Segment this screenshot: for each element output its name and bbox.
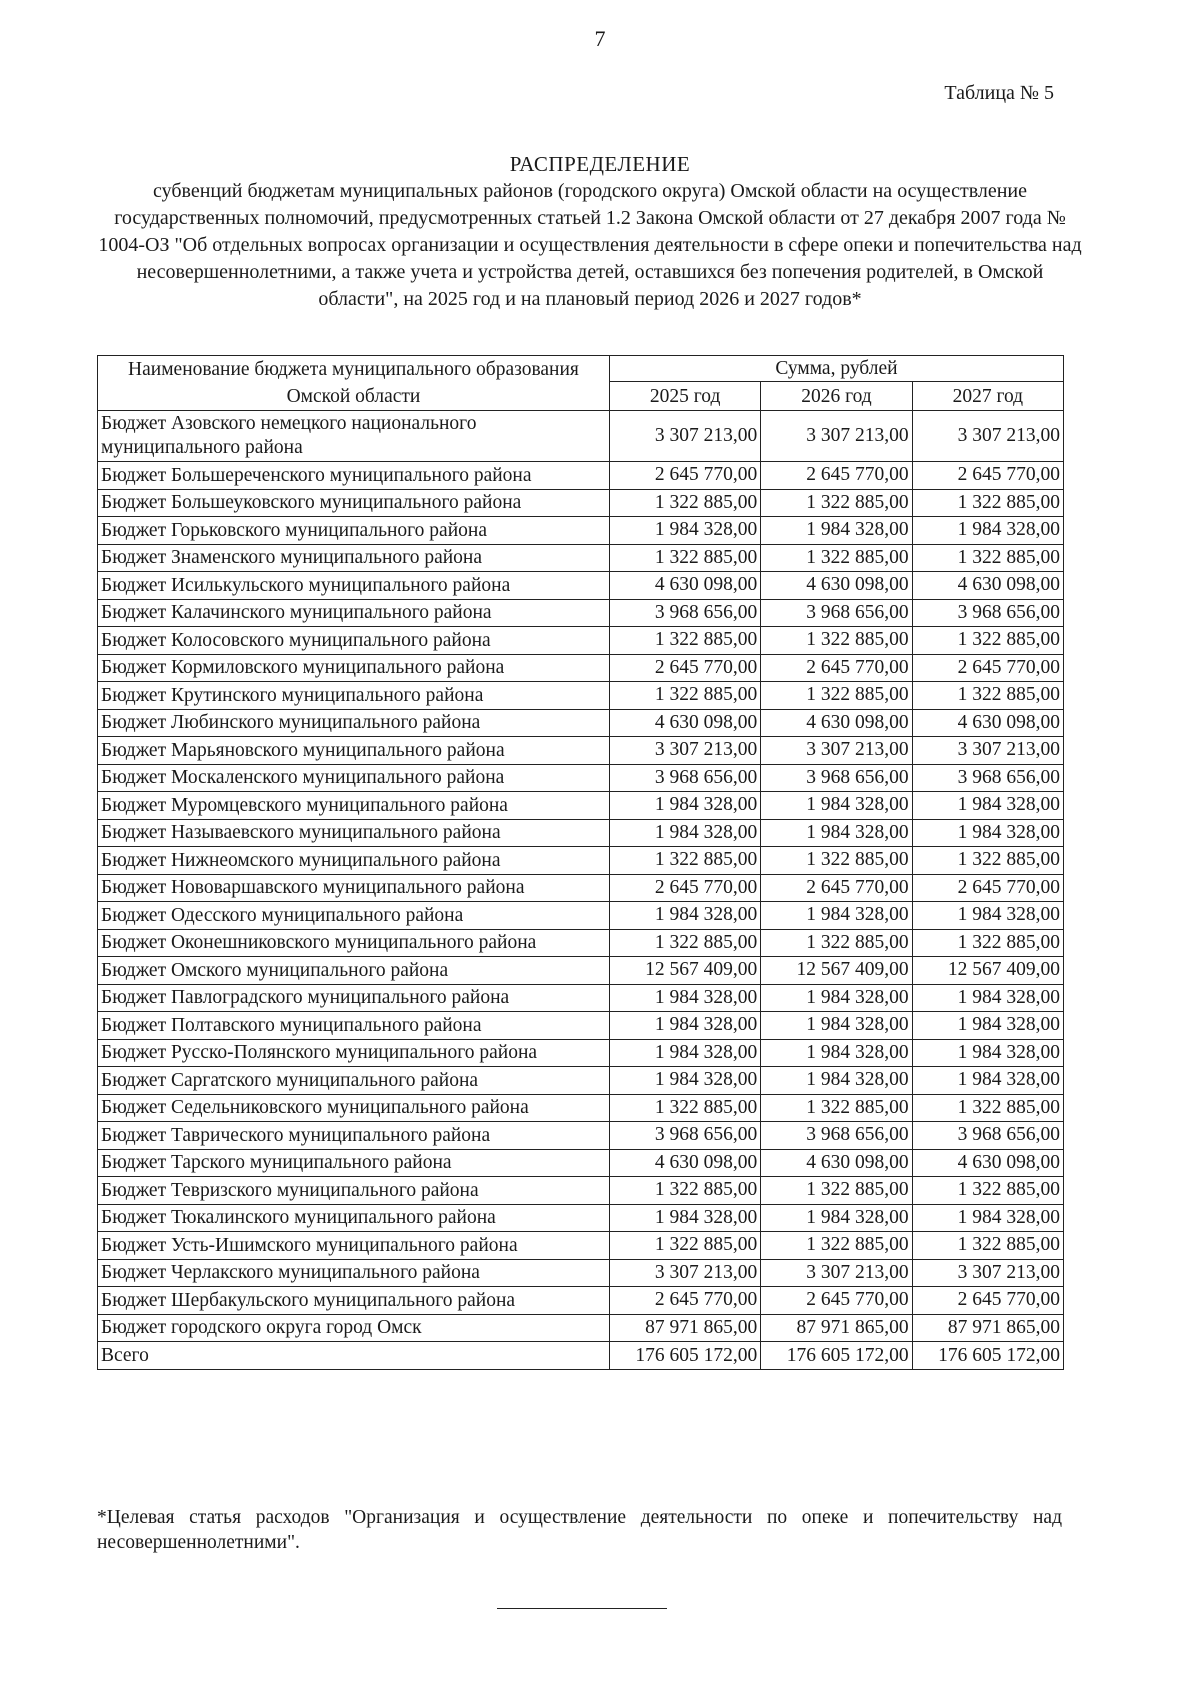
budget-name: Бюджет Знаменского муниципального района — [98, 544, 610, 572]
amount-2027: 1 322 885,00 — [912, 489, 1063, 517]
amount-2026: 1 322 885,00 — [761, 1094, 912, 1122]
budget-name: Бюджет Нижнеомского муниципального района — [98, 847, 610, 875]
amount-2027: 1 984 328,00 — [912, 984, 1063, 1012]
footnote: *Целевая статья расходов "Организация и осуществление деятельности по опеке и попечительству над несовершеннолетними". — [97, 1507, 1062, 1553]
amount-2025: 3 307 213,00 — [609, 411, 760, 462]
amount-2025: 1 984 328,00 — [609, 1039, 760, 1067]
amount-2025: 1 322 885,00 — [609, 489, 760, 517]
amount-2027: 2 645 770,00 — [912, 1287, 1063, 1315]
table-row — [98, 819, 1064, 847]
table-row — [98, 544, 1064, 572]
table-row — [98, 709, 1064, 737]
amount-2025: 2 645 770,00 — [609, 874, 760, 902]
amount-2025: 12 567 409,00 — [609, 957, 760, 985]
table-row — [98, 682, 1064, 710]
budget-name: Бюджет Горьковского муниципального района — [98, 517, 610, 545]
header-year-2027: 2027 год — [912, 382, 1063, 411]
budget-name: Бюджет Любинского муниципального района — [98, 709, 610, 737]
table-row — [98, 1287, 1064, 1315]
budget-name: Бюджет Нововаршавского муниципального района — [98, 874, 610, 902]
table-row — [98, 1122, 1064, 1150]
amount-2025: 1 322 885,00 — [609, 1177, 760, 1205]
budget-name: Бюджет Черлакского муниципального района — [98, 1259, 610, 1287]
amount-2027: 2 645 770,00 — [912, 874, 1063, 902]
amount-2026: 1 984 328,00 — [761, 1012, 912, 1040]
document-title: РАСПРЕДЕЛЕНИЕ — [509, 152, 691, 176]
budget-name: Бюджет Полтавского муниципального района — [98, 1012, 610, 1040]
budget-name: Бюджет Называевского муниципального района — [98, 819, 610, 847]
amount-2027: 1 984 328,00 — [912, 792, 1063, 820]
budget-name: Бюджет Колосовского муниципального района — [98, 627, 610, 655]
budget-name: Бюджет Азовского немецкого национального муниципального района — [98, 411, 610, 462]
amount-2025: 2 645 770,00 — [609, 1287, 760, 1315]
amount-2026: 1 984 328,00 — [761, 819, 912, 847]
amount-2026: 1 322 885,00 — [761, 929, 912, 957]
amount-2027: 2 645 770,00 — [912, 462, 1063, 490]
amount-2026: 1 984 328,00 — [761, 517, 912, 545]
header-year-2026: 2026 год — [761, 382, 912, 411]
amount-2027: 3 968 656,00 — [912, 599, 1063, 627]
table-body — [98, 411, 1064, 1370]
budget-name: Бюджет Большереченского муниципального района — [98, 462, 610, 490]
amount-2025: 1 984 328,00 — [609, 984, 760, 1012]
amount-2025: 3 307 213,00 — [609, 737, 760, 765]
amount-2027: 1 984 328,00 — [912, 1012, 1063, 1040]
budget-name: Бюджет Калачинского муниципального района — [98, 599, 610, 627]
table-row — [98, 462, 1064, 490]
amount-2025: 1 984 328,00 — [609, 792, 760, 820]
table-row — [98, 874, 1064, 902]
amount-2026: 1 322 885,00 — [761, 682, 912, 710]
amount-2026: 2 645 770,00 — [761, 874, 912, 902]
budget-name: Бюджет Усть-Ишимского муниципального района — [98, 1232, 610, 1260]
amount-2026: 1 984 328,00 — [761, 1204, 912, 1232]
table-row — [98, 1259, 1064, 1287]
amount-2027: 176 605 172,00 — [912, 1342, 1063, 1370]
amount-2026: 12 567 409,00 — [761, 957, 912, 985]
amount-2025: 3 968 656,00 — [609, 1122, 760, 1150]
amount-2025: 1 984 328,00 — [609, 1067, 760, 1095]
amount-2025: 1 984 328,00 — [609, 1204, 760, 1232]
table-row — [98, 1314, 1064, 1342]
amount-2027: 1 322 885,00 — [912, 1232, 1063, 1260]
header-sum: Сумма, рублей — [609, 356, 1063, 382]
budget-name: Бюджет Марьяновского муниципального района — [98, 737, 610, 765]
table-row — [98, 489, 1064, 517]
amount-2027: 1 984 328,00 — [912, 517, 1063, 545]
table-row — [98, 792, 1064, 820]
amount-2026: 1 984 328,00 — [761, 984, 912, 1012]
header-year-2025: 2025 год — [609, 382, 760, 411]
table-row — [98, 929, 1064, 957]
budget-name: Бюджет Большеуковского муниципального района — [98, 489, 610, 517]
amount-2027: 1 984 328,00 — [912, 1039, 1063, 1067]
amount-2026: 4 630 098,00 — [761, 572, 912, 600]
amount-2025: 87 971 865,00 — [609, 1314, 760, 1342]
amount-2027: 87 971 865,00 — [912, 1314, 1063, 1342]
amount-2025: 1 322 885,00 — [609, 627, 760, 655]
budget-name: Бюджет Павлоградского муниципального района — [98, 984, 610, 1012]
amount-2025: 176 605 172,00 — [609, 1342, 760, 1370]
amount-2027: 1 322 885,00 — [912, 847, 1063, 875]
table-row — [98, 1094, 1064, 1122]
budget-name: Бюджет Муромцевского муниципального района — [98, 792, 610, 820]
budget-name: Бюджет Седельниковского муниципального района — [98, 1094, 610, 1122]
amount-2025: 4 630 098,00 — [609, 709, 760, 737]
amount-2027: 1 984 328,00 — [912, 1067, 1063, 1095]
amount-2026: 2 645 770,00 — [761, 1287, 912, 1315]
amount-2025: 1 322 885,00 — [609, 544, 760, 572]
total-row — [98, 1342, 1064, 1370]
amount-2025: 2 645 770,00 — [609, 654, 760, 682]
amount-2026: 1 322 885,00 — [761, 1232, 912, 1260]
amount-2025: 1 322 885,00 — [609, 847, 760, 875]
table-row — [98, 902, 1064, 930]
amount-2027: 1 984 328,00 — [912, 902, 1063, 930]
budget-name: Бюджет Омского муниципального района — [98, 957, 610, 985]
amount-2025: 1 322 885,00 — [609, 682, 760, 710]
amount-2025: 1 984 328,00 — [609, 819, 760, 847]
amount-2025: 1 322 885,00 — [609, 1094, 760, 1122]
table-row — [98, 627, 1064, 655]
table-row — [98, 1039, 1064, 1067]
amount-2026: 1 322 885,00 — [761, 847, 912, 875]
amount-2026: 1 322 885,00 — [761, 489, 912, 517]
amount-2027: 2 645 770,00 — [912, 654, 1063, 682]
table-row — [98, 1067, 1064, 1095]
table-row — [98, 764, 1064, 792]
amount-2026: 1 322 885,00 — [761, 544, 912, 572]
amount-2027: 1 322 885,00 — [912, 627, 1063, 655]
budget-name: Бюджет Исилькульского муниципального района — [98, 572, 610, 600]
document-subtitle: субвенций бюджетам муниципальных районов (городского округа) Омской области на осуществление государственных полномочий, предусмотренных статьей 1.2 Закона Омской области от 27 декабря 2007 года № 1004-ОЗ "Об отдельных вопросах организации и осуществления деятельности в сфере опеки и попечительства над несовершеннолетними, а также учета и устройства детей, оставшихся без попечения родителей, в Омской области", на 2025 год и на плановый период 2026 и 2027 годов* — [98, 180, 1082, 310]
amount-2025: 1 984 328,00 — [609, 517, 760, 545]
amount-2026: 1 984 328,00 — [761, 1067, 912, 1095]
budget-name: Бюджет Москаленского муниципального района — [98, 764, 610, 792]
budget-name: Бюджет Оконешниковского муниципального района — [98, 929, 610, 957]
amount-2027: 1 322 885,00 — [912, 1177, 1063, 1205]
amount-2026: 2 645 770,00 — [761, 654, 912, 682]
amount-2027: 1 322 885,00 — [912, 682, 1063, 710]
amount-2025: 1 322 885,00 — [609, 929, 760, 957]
budget-name: Бюджет Саргатского муниципального района — [98, 1067, 610, 1095]
amount-2026: 4 630 098,00 — [761, 709, 912, 737]
table-row — [98, 984, 1064, 1012]
amount-2026: 3 307 213,00 — [761, 1259, 912, 1287]
budget-name: Бюджет Одесского муниципального района — [98, 902, 610, 930]
budget-name: Бюджет Тюкалинского муниципального района — [98, 1204, 610, 1232]
amount-2025: 2 645 770,00 — [609, 462, 760, 490]
amount-2025: 4 630 098,00 — [609, 572, 760, 600]
amount-2026: 1 322 885,00 — [761, 627, 912, 655]
budget-name: Бюджет Крутинского муниципального района — [98, 682, 610, 710]
table-row — [98, 1149, 1064, 1177]
amount-2025: 3 307 213,00 — [609, 1259, 760, 1287]
amount-2027: 3 307 213,00 — [912, 737, 1063, 765]
budget-name: Бюджет Русско-Полянского муниципального района — [98, 1039, 610, 1067]
budget-name: Бюджет Таврического муниципального района — [98, 1122, 610, 1150]
amount-2027: 1 984 328,00 — [912, 1204, 1063, 1232]
table-row — [98, 847, 1064, 875]
budget-name: Всего — [98, 1342, 610, 1370]
budget-name: Бюджет Тарского муниципального района — [98, 1149, 610, 1177]
footer-rule — [497, 1608, 667, 1609]
amount-2027: 4 630 098,00 — [912, 709, 1063, 737]
budget-name: Бюджет Тевризского муниципального района — [98, 1177, 610, 1205]
table-row — [98, 1177, 1064, 1205]
amount-2026: 1 322 885,00 — [761, 1177, 912, 1205]
distribution-table — [97, 355, 1064, 1370]
amount-2027: 3 968 656,00 — [912, 1122, 1063, 1150]
amount-2027: 3 307 213,00 — [912, 411, 1063, 462]
amount-2027: 3 307 213,00 — [912, 1259, 1063, 1287]
amount-2025: 1 984 328,00 — [609, 902, 760, 930]
amount-2025: 4 630 098,00 — [609, 1149, 760, 1177]
amount-2026: 1 984 328,00 — [761, 1039, 912, 1067]
amount-2027: 4 630 098,00 — [912, 1149, 1063, 1177]
table-row — [98, 1232, 1064, 1260]
amount-2027: 1 322 885,00 — [912, 929, 1063, 957]
amount-2026: 1 984 328,00 — [761, 902, 912, 930]
table-row — [98, 517, 1064, 545]
budget-name: Бюджет городского округа город Омск — [98, 1314, 610, 1342]
table-row — [98, 1204, 1064, 1232]
amount-2027: 3 968 656,00 — [912, 764, 1063, 792]
page-number: 7 — [594, 26, 606, 51]
table-row — [98, 654, 1064, 682]
amount-2027: 4 630 098,00 — [912, 572, 1063, 600]
table-row — [98, 411, 1064, 462]
amount-2026: 3 968 656,00 — [761, 1122, 912, 1150]
amount-2026: 2 645 770,00 — [761, 462, 912, 490]
table-label: Таблица № 5 — [944, 82, 1054, 104]
amount-2027: 1 984 328,00 — [912, 819, 1063, 847]
amount-2027: 1 322 885,00 — [912, 544, 1063, 572]
table-row — [98, 572, 1064, 600]
amount-2026: 176 605 172,00 — [761, 1342, 912, 1370]
budget-name: Бюджет Кормиловского муниципального района — [98, 654, 610, 682]
amount-2026: 87 971 865,00 — [761, 1314, 912, 1342]
amount-2026: 3 968 656,00 — [761, 599, 912, 627]
table-row — [98, 957, 1064, 985]
header-budget-name: Наименование бюджета муниципального образования Омской области — [98, 356, 610, 411]
amount-2025: 3 968 656,00 — [609, 599, 760, 627]
amount-2026: 1 984 328,00 — [761, 792, 912, 820]
amount-2026: 3 968 656,00 — [761, 764, 912, 792]
amount-2027: 12 567 409,00 — [912, 957, 1063, 985]
table-row — [98, 737, 1064, 765]
amount-2026: 3 307 213,00 — [761, 411, 912, 462]
amount-2026: 4 630 098,00 — [761, 1149, 912, 1177]
amount-2025: 1 322 885,00 — [609, 1232, 760, 1260]
amount-2026: 3 307 213,00 — [761, 737, 912, 765]
table-row — [98, 599, 1064, 627]
amount-2025: 1 984 328,00 — [609, 1012, 760, 1040]
amount-2025: 3 968 656,00 — [609, 764, 760, 792]
amount-2027: 1 322 885,00 — [912, 1094, 1063, 1122]
budget-name: Бюджет Шербакульского муниципального района — [98, 1287, 610, 1315]
table-row — [98, 1012, 1064, 1040]
